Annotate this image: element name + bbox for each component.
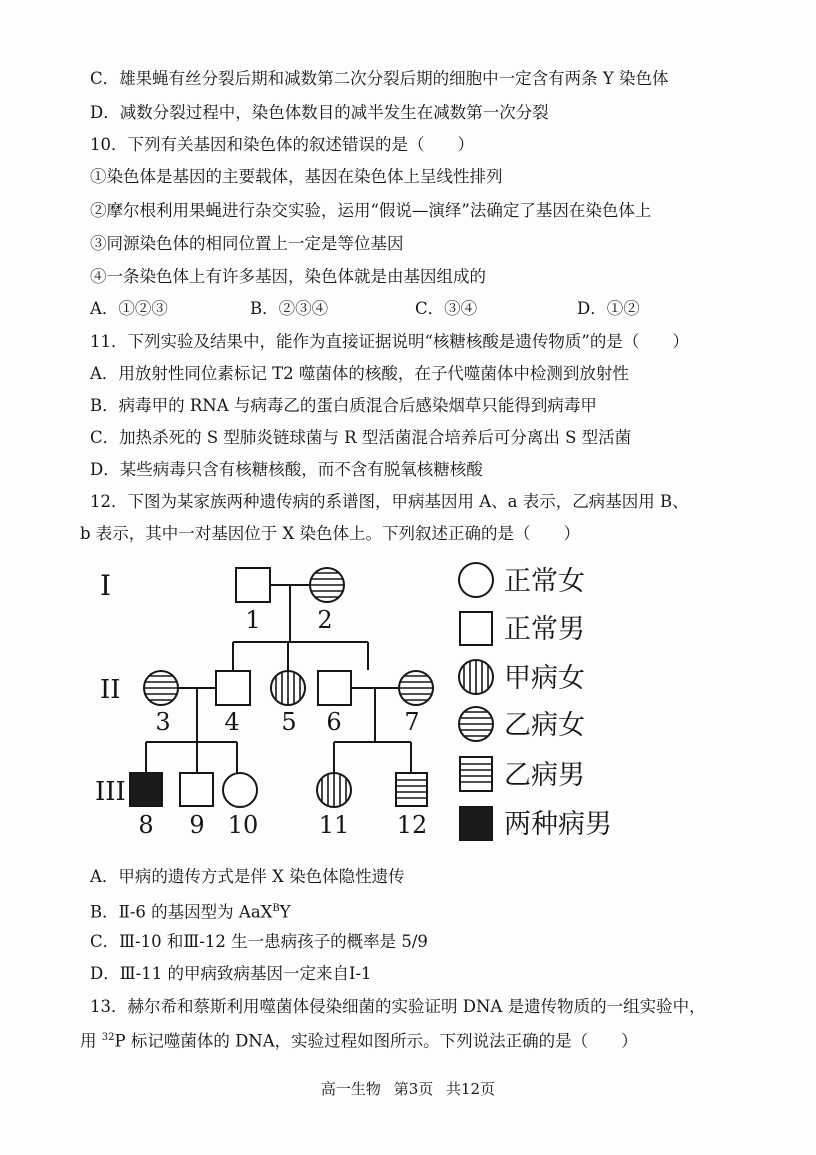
individual-number-7: 7 xyxy=(404,708,420,736)
legend-normal-female-symbol xyxy=(459,563,493,597)
q12-option-c: C．Ⅲ-10 和Ⅲ-12 生一患病孩子的概率是 5/9 xyxy=(90,932,428,951)
legend-normal-female-label: 正常女 xyxy=(504,566,585,597)
footer-subject: 高一生物 xyxy=(320,1080,381,1098)
q12-option-b xyxy=(90,898,291,924)
pedigree-chart xyxy=(0,550,816,850)
individual-number-8: 8 xyxy=(138,811,154,839)
generation-label-2: II xyxy=(100,675,121,705)
legend-normal-male-label: 正常男 xyxy=(504,614,585,645)
legend-jia-female-label: 甲病女 xyxy=(504,663,585,694)
page-footer xyxy=(0,1078,816,1099)
q13-stem-rest: P 标记噬菌体的 DNA，实验过程如图所示。下列说法正确的是（ ） xyxy=(114,1031,638,1051)
q11-option-b: B．病毒甲的 RNA 与病毒乙的蛋白质混合后感染烟草只能得到病毒甲 xyxy=(90,396,597,415)
q12-option-a: A．甲病的遗传方式是伴 X 染色体隐性遗传 xyxy=(90,867,405,886)
individual-6-normal-male xyxy=(318,671,351,705)
q10-option-c: C．③④ xyxy=(415,299,478,318)
q11-stem: 11．下列实验及结果中，能作为直接证据说明“核糖核酸是遗传物质”的是（ ） xyxy=(90,332,689,351)
individual-number-11: 11 xyxy=(318,811,350,839)
individual-number-12: 12 xyxy=(396,811,428,839)
q11-option-c: C．加热杀死的 S 型肺炎链球菌与 R 型活菌混合培养后可分离出 S 型活菌 xyxy=(90,428,632,447)
individual-number-6: 6 xyxy=(326,708,342,736)
q10-option-a: A．①②③ xyxy=(90,299,168,318)
q10-statement-3: ③同源染色体的相同位置上一定是等位基因 xyxy=(90,234,404,253)
individual-9-normal-male xyxy=(180,773,213,806)
individual-number-4: 4 xyxy=(224,708,240,736)
q12-stem-line1: 12．下图为某家族两种遗传病的系谱图，甲病基因用 A、a 表示，乙病基因用 B、 xyxy=(90,492,689,511)
q10-statement-4: ④一条染色体上有许多基因，染色体就是由基因组成的 xyxy=(90,267,486,286)
legend xyxy=(455,563,612,840)
individual-10-normal-female xyxy=(223,773,257,807)
q10-option-b: B．②③④ xyxy=(250,299,329,318)
q10-stem: 10．下列有关基因和染色体的叙述错误的是（ ） xyxy=(90,135,474,154)
q13-stem-line1: 13．赫尔希和蔡斯利用噬菌体侵染细菌的实验证明 DNA 是遗传物质的一组实验中， xyxy=(90,997,706,1016)
legend-yi-female-label: 乙病女 xyxy=(504,710,585,741)
q10-option-d: D．①② xyxy=(577,299,640,318)
q9-option-d: D．减数分裂过程中，染色体数目的减半发生在减数第一次分裂 xyxy=(90,103,549,122)
individual-number-1: 1 xyxy=(245,606,261,634)
individual-8-both-male xyxy=(130,773,162,806)
q13-stem-text: 用 xyxy=(80,1031,102,1051)
legend-both-male-label: 两种病男 xyxy=(504,809,612,840)
individual-2-yi-female xyxy=(305,568,350,602)
legend-yi-male-label: 乙病男 xyxy=(504,760,585,791)
footer-page-number: 第3页 xyxy=(393,1080,434,1098)
legend-yi-female-symbol xyxy=(455,707,497,741)
q12-option-d: D．Ⅲ-11 的甲病致病基因一定来自Ⅰ-1 xyxy=(90,964,372,983)
generation-label-3: III xyxy=(95,777,126,807)
individual-1-normal-male xyxy=(236,568,270,602)
legend-yi-male-symbol xyxy=(460,757,492,791)
footer-total-pages: 共12页 xyxy=(446,1080,496,1098)
q10-statement-1: ①染色体是基因的主要载体，基因在染色体上呈线性排列 xyxy=(90,167,503,186)
q12-stem-line2: b 表示，其中一对基因位于 X 染色体上。下列叙述正确的是（ ） xyxy=(80,524,581,543)
individual-3-yi-female xyxy=(140,671,182,705)
individual-12-yi-male xyxy=(396,773,427,806)
legend-normal-male-symbol xyxy=(460,612,492,645)
individual-number-5: 5 xyxy=(281,708,297,736)
individual-number-3: 3 xyxy=(155,708,171,736)
q12-option-b-superscript: B xyxy=(272,903,280,914)
q13-superscript-32: 32 xyxy=(101,1032,115,1043)
individual-5-jia-female xyxy=(271,668,305,708)
individual-4-normal-male xyxy=(216,671,250,705)
legend-jia-female-symbol xyxy=(459,657,493,697)
individual-7-yi-female xyxy=(395,671,437,705)
generation-label-1: I xyxy=(100,569,112,602)
q11-option-a: A．用放射性同位素标记 T2 噬菌体的核酸，在子代噬菌体中检测到放射性 xyxy=(90,364,629,383)
individual-number-9: 9 xyxy=(189,811,205,839)
individual-number-10: 10 xyxy=(227,811,259,839)
q10-statement-2: ②摩尔根利用果蝇进行杂交实验，运用“假说—演绎”法确定了基因在染色体上 xyxy=(90,201,652,220)
q11-option-d: D．某些病毒只含有核糖核酸，而不含有脱氧核糖核酸 xyxy=(90,460,483,479)
q13-stem-line2 xyxy=(80,1027,638,1053)
individual-11-jia-female xyxy=(317,770,351,810)
q9-option-c: C．雄果蝇有丝分裂后期和减数第二次分裂后期的细胞中一定含有两条 Y 染色体 xyxy=(90,69,669,88)
q12-option-b-text: B．Ⅱ-6 的基因型为 AaX xyxy=(90,902,273,922)
legend-both-male-symbol xyxy=(460,807,492,840)
q12-option-b-suffix: Y xyxy=(279,902,291,922)
individual-number-2: 2 xyxy=(317,606,333,634)
